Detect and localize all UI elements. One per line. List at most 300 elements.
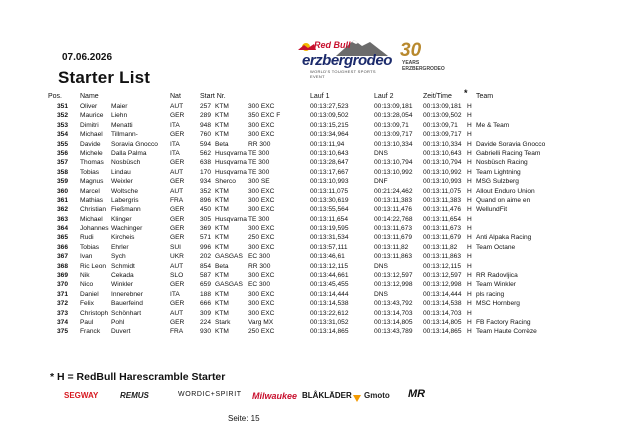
row-h: H xyxy=(467,290,472,298)
row-nat: AUT xyxy=(170,168,184,176)
row-first: Michele xyxy=(80,149,103,157)
row-nat: SLO xyxy=(170,272,184,280)
row-brand: KTM xyxy=(215,206,229,214)
row-first: Michael xyxy=(80,131,103,139)
row-l2: 00:13:10,334 xyxy=(374,140,413,148)
row-h: H xyxy=(467,318,472,326)
row-pos: 357 xyxy=(56,159,68,167)
table-row xyxy=(0,111,620,120)
row-brand: Beta xyxy=(215,262,229,270)
row-pos: 352 xyxy=(56,112,68,120)
starter-table xyxy=(0,102,620,337)
row-nr: 224 xyxy=(200,318,212,326)
row-last: Dalla Palma xyxy=(111,149,147,157)
row-zeit: 00:13:12,998 xyxy=(423,281,462,289)
row-model: 300 EXC xyxy=(248,243,275,251)
row-brand: KTM xyxy=(215,309,229,317)
row-pos: 356 xyxy=(56,149,68,157)
table-row xyxy=(0,102,620,111)
row-nr: 587 xyxy=(200,272,212,280)
row-h: H xyxy=(467,159,472,167)
row-nat: AUT xyxy=(170,187,184,195)
row-h: H xyxy=(467,149,472,157)
row-model: 300 SE xyxy=(248,178,270,186)
row-brand: KTM xyxy=(215,103,229,110)
row-zeit: 00:13:10,992 xyxy=(423,168,462,176)
row-h: H xyxy=(467,121,472,129)
row-first: Felix xyxy=(80,300,94,308)
sponsor-blaklader: BLÅKLÄDER xyxy=(302,391,352,400)
row-pos: 369 xyxy=(56,272,68,280)
table-row xyxy=(0,280,620,289)
row-nat: GER xyxy=(170,131,185,139)
row-h: H xyxy=(467,309,472,317)
row-zeit: 00:13:10,993 xyxy=(423,178,462,186)
row-nat: SUI xyxy=(170,243,181,251)
row-model: 300 EXC xyxy=(248,196,275,204)
row-model: RR 300 xyxy=(248,262,271,270)
row-l1: 00:13:14,865 xyxy=(310,328,349,336)
row-pos: 354 xyxy=(56,131,68,139)
table-row xyxy=(0,168,620,177)
col-header-team: Team xyxy=(476,93,494,100)
row-team: Quand on aime en xyxy=(476,196,531,204)
row-last: Kircheis xyxy=(111,234,135,242)
row-first: Oliver xyxy=(80,103,98,110)
row-model: 300 EXC xyxy=(248,187,275,195)
row-l1: 00:13:22,612 xyxy=(310,309,349,317)
row-first: Mathias xyxy=(80,196,104,204)
row-h: H xyxy=(467,140,472,148)
row-zeit: 00:13:11,673 xyxy=(423,225,462,233)
table-row xyxy=(0,224,620,233)
row-zeit: 00:13:11,075 xyxy=(423,187,462,195)
row-h: H xyxy=(467,234,472,242)
row-team: RR Radovljica xyxy=(476,272,518,280)
table-row xyxy=(0,215,620,224)
anniversary-number: 30 xyxy=(400,40,422,61)
page-number: Seite: 15 xyxy=(228,414,260,423)
row-team: WellundFit xyxy=(476,206,508,214)
row-brand: KTM xyxy=(215,234,229,242)
row-h: H xyxy=(467,206,472,214)
row-h: H xyxy=(467,187,472,195)
row-last: Klinger xyxy=(111,215,132,223)
row-l2: 00:13:11,863 xyxy=(374,253,413,261)
row-pos: 361 xyxy=(56,196,68,204)
row-brand: KTM xyxy=(215,196,229,204)
row-l2: 00:13:14,805 xyxy=(374,318,413,326)
row-l2: 00:13:11,476 xyxy=(374,206,413,214)
row-zeit: 00:13:14,865 xyxy=(423,328,462,336)
row-nr: 930 xyxy=(200,328,212,336)
row-l2: 00:13:09,717 xyxy=(374,131,413,139)
row-last: Duvert xyxy=(111,328,131,336)
row-brand: KTM xyxy=(215,300,229,308)
row-nr: 996 xyxy=(200,243,212,251)
sponsor-milwaukee: Milwaukee xyxy=(252,391,298,401)
row-l2: 00:13:12,998 xyxy=(374,281,413,289)
sponsor-gmoto: Gmoto xyxy=(364,391,390,400)
row-nat: GER xyxy=(170,234,185,242)
row-model: RR 300 xyxy=(248,140,271,148)
row-l2: 00:13:14,703 xyxy=(374,309,413,317)
row-first: Magnus xyxy=(80,178,104,186)
row-l2: DNF xyxy=(374,178,388,186)
row-model: EC 300 xyxy=(248,281,270,289)
row-nr: 594 xyxy=(200,140,212,148)
row-l1: 00:13:14,538 xyxy=(310,300,349,308)
table-row xyxy=(0,187,620,196)
row-h: H xyxy=(467,253,472,261)
row-nr: 170 xyxy=(200,168,212,176)
row-pos: 375 xyxy=(56,328,68,336)
row-model: TE 300 xyxy=(248,215,270,223)
row-l2: 00:13:09,181 xyxy=(374,103,413,110)
row-h: H xyxy=(467,112,472,120)
row-zeit: 00:13:09,181 xyxy=(423,103,462,110)
row-first: Nik xyxy=(80,272,90,280)
row-pos: 351 xyxy=(56,103,68,110)
row-last: Tillmann- xyxy=(111,131,138,139)
row-first: Dimitri xyxy=(80,121,99,129)
row-zeit: 00:13:10,334 xyxy=(423,140,462,148)
row-pos: 353 xyxy=(56,121,68,129)
anniversary-logo xyxy=(398,40,445,78)
row-zeit: 00:13:14,805 xyxy=(423,318,462,326)
table-row xyxy=(0,121,620,130)
row-last: Cekada xyxy=(111,272,134,280)
row-h: H xyxy=(467,215,472,223)
row-l2: 00:13:11,82 xyxy=(374,243,409,251)
row-l2: DNS xyxy=(374,262,388,270)
row-team: MSC Hornberg xyxy=(476,300,520,308)
table-row xyxy=(0,271,620,280)
row-pos: 370 xyxy=(56,281,68,289)
row-nat: UKR xyxy=(170,253,184,261)
row-team: Allout Enduro Union xyxy=(476,187,535,195)
row-l1: 00:13:30,619 xyxy=(310,196,349,204)
sponsor-bar xyxy=(0,388,620,408)
row-brand: KTM xyxy=(215,187,229,195)
row-l2: 00:21:24,462 xyxy=(374,187,413,195)
row-first: Paul xyxy=(80,318,94,326)
row-pos: 355 xyxy=(56,140,68,148)
row-zeit: 00:13:11,383 xyxy=(423,196,462,204)
table-row xyxy=(0,205,620,214)
row-last: Pohl xyxy=(111,318,125,326)
row-h: H xyxy=(467,103,472,110)
row-l2: 00:13:10,794 xyxy=(374,159,413,167)
row-nat: AUT xyxy=(170,309,184,317)
row-first: Christian xyxy=(80,206,107,214)
table-row xyxy=(0,252,620,261)
row-nr: 948 xyxy=(200,121,212,129)
row-brand: KTM xyxy=(215,121,229,129)
row-nat: ITA xyxy=(170,140,180,148)
row-nat: GER xyxy=(170,112,185,120)
row-model: 300 EXC xyxy=(248,309,275,317)
row-team: pls racing xyxy=(476,290,505,298)
col-header-star: * xyxy=(464,88,468,98)
row-zeit: 00:13:10,643 xyxy=(423,149,462,157)
row-last: Fießmann xyxy=(111,206,141,214)
col-header-pos: Pos. xyxy=(48,93,63,100)
col-header-name: Name xyxy=(80,93,99,100)
row-l2: 00:13:12,597 xyxy=(374,272,413,280)
row-h: H xyxy=(467,178,472,186)
row-l1: 00:13:11,654 xyxy=(310,215,349,223)
row-team: MSG Sulzberg xyxy=(476,178,519,186)
row-nat: GER xyxy=(170,206,185,214)
row-model: 250 EXC xyxy=(248,328,275,336)
row-nr: 450 xyxy=(200,206,212,214)
row-h: H xyxy=(467,300,472,308)
col-header-zeit: Zeit/Time xyxy=(423,93,452,100)
row-zeit: 00:13:11,476 xyxy=(423,206,462,214)
row-first: Thomas xyxy=(80,159,104,167)
row-model: Varg MX xyxy=(248,318,274,326)
erzbergrodeo-wordmark: erzbergrodeo xyxy=(302,52,392,69)
row-team: Team Haute Corrèze xyxy=(476,328,537,336)
row-last: Winkler xyxy=(111,281,133,289)
row-l1: 00:13:31,052 xyxy=(310,318,349,326)
row-brand: Sherco xyxy=(215,178,236,186)
row-model: TE 300 xyxy=(248,159,270,167)
row-l2: 00:13:43,792 xyxy=(374,300,413,308)
row-nr: 305 xyxy=(200,215,212,223)
row-team: Team Octane xyxy=(476,243,516,251)
row-h: H xyxy=(467,196,472,204)
row-zeit: 00:13:09,502 xyxy=(423,112,462,120)
row-zeit: 00:13:11,863 xyxy=(423,253,462,261)
row-brand: KTM xyxy=(215,290,229,298)
row-last: Weixler xyxy=(111,178,133,186)
row-first: Johannes xyxy=(80,225,109,233)
row-nat: FRA xyxy=(170,196,184,204)
row-model: 300 EXC xyxy=(248,103,275,110)
row-l1: 00:13:17,667 xyxy=(310,168,349,176)
row-team: Anti Alpaka Racing xyxy=(476,234,532,242)
row-zeit: 00:13:09,71 xyxy=(423,121,458,129)
row-zeit: 00:13:14,444 xyxy=(423,290,462,298)
row-brand: Husqvarna xyxy=(215,168,247,176)
row-brand: KTM xyxy=(215,131,229,139)
row-nr: 638 xyxy=(200,159,212,167)
row-pos: 374 xyxy=(56,318,68,326)
row-first: Christoph xyxy=(80,309,109,317)
row-pos: 367 xyxy=(56,253,68,261)
row-team: FB Factory Racing xyxy=(476,318,531,326)
row-model: TE 300 xyxy=(248,149,270,157)
row-pos: 363 xyxy=(56,215,68,223)
row-nat: AUT xyxy=(170,103,184,110)
col-header-lauf2: Lauf 2 xyxy=(374,93,394,100)
row-brand: Beta xyxy=(215,140,229,148)
row-nat: AUT xyxy=(170,262,184,270)
row-nr: 257 xyxy=(200,103,212,110)
row-nat: ITA xyxy=(170,121,180,129)
row-h: H xyxy=(467,225,472,233)
row-nr: 188 xyxy=(200,290,212,298)
sponsor-nordic-spirit: WORDIC+SPIRIT xyxy=(178,391,242,398)
gmoto-icon xyxy=(352,393,362,403)
table-row xyxy=(0,177,620,186)
row-model: 300 EXC xyxy=(248,290,275,298)
row-last: Innerebner xyxy=(111,290,143,298)
row-l1: 00:13:09,502 xyxy=(310,112,349,120)
row-zeit: 00:13:09,717 xyxy=(423,131,462,139)
row-last: Bauerfeind xyxy=(111,300,143,308)
row-last: Maier xyxy=(111,103,128,110)
row-model: EC 300 xyxy=(248,253,270,261)
row-pos: 372 xyxy=(56,300,68,308)
row-nr: 202 xyxy=(200,253,212,261)
table-row xyxy=(0,262,620,271)
row-nat: ITA xyxy=(170,290,180,298)
sponsor-remus: REMUS xyxy=(120,391,149,400)
row-brand: KTM xyxy=(215,225,229,233)
row-first: Maurice xyxy=(80,112,104,120)
row-brand: KTM xyxy=(215,328,229,336)
col-header-lauf1: Lauf 1 xyxy=(310,93,330,100)
row-h: H xyxy=(467,281,472,289)
row-l1: 00:13:10,643 xyxy=(310,149,349,157)
row-pos: 373 xyxy=(56,309,68,317)
row-pos: 371 xyxy=(56,290,68,298)
row-team: Team Lightning xyxy=(476,168,521,176)
row-nr: 896 xyxy=(200,196,212,204)
row-team: Me & Team xyxy=(476,121,510,129)
row-model: 300 EXC xyxy=(248,225,275,233)
row-first: Tobias xyxy=(80,168,100,176)
row-pos: 365 xyxy=(56,234,68,242)
table-row xyxy=(0,243,620,252)
row-first: Rudi xyxy=(80,234,94,242)
row-l1: 00:13:11,94 xyxy=(310,140,345,148)
row-pos: 368 xyxy=(56,262,68,270)
row-h: H xyxy=(467,168,472,176)
row-zeit: 00:13:12,597 xyxy=(423,272,462,280)
row-nr: 571 xyxy=(200,234,212,242)
row-first: Ric Leon xyxy=(80,262,107,270)
row-nat: GER xyxy=(170,300,185,308)
row-h: H xyxy=(467,243,472,251)
anniversary-years: YEARS xyxy=(402,60,420,66)
row-nat: GER xyxy=(170,178,185,186)
row-nr: 659 xyxy=(200,281,212,289)
row-brand: Stark xyxy=(215,318,231,326)
row-nr: 760 xyxy=(200,131,212,139)
row-model: 300 EXC xyxy=(248,121,275,129)
row-l1: 00:13:55,564 xyxy=(310,206,349,214)
row-last: Ehrler xyxy=(111,243,129,251)
row-l1: 00:13:28,647 xyxy=(310,159,349,167)
row-first: Franck xyxy=(80,328,101,336)
table-row xyxy=(0,299,620,308)
row-l1: 00:13:44,661 xyxy=(310,272,349,280)
row-pos: 366 xyxy=(56,243,68,251)
sponsor-segway: SEGWAY xyxy=(64,391,99,400)
row-first: Marcel xyxy=(80,187,100,195)
row-l2: 00:13:11,679 xyxy=(374,234,413,242)
row-first: Daniel xyxy=(80,290,99,298)
row-nr: 369 xyxy=(200,225,212,233)
row-brand: KTM xyxy=(215,112,229,120)
row-l1: 00:13:57,111 xyxy=(310,243,348,251)
date: 07.06.2026 xyxy=(62,52,113,63)
row-zeit: 00:13:11,82 xyxy=(423,243,458,251)
row-l1: 00:13:15,215 xyxy=(310,121,349,129)
row-last: Sych xyxy=(111,253,126,261)
row-first: Michael xyxy=(80,215,103,223)
row-team: Gabrielli Racing Team xyxy=(476,149,541,157)
row-last: Labergris xyxy=(111,196,139,204)
row-brand: KTM xyxy=(215,243,229,251)
row-l2: 00:13:28,054 xyxy=(374,112,413,120)
row-zeit: 00:13:11,654 xyxy=(423,215,462,223)
row-nat: ITA xyxy=(170,149,180,157)
row-last: Schönhart xyxy=(111,309,142,317)
row-team: Nosbüsch Racing xyxy=(476,159,528,167)
row-nat: GER xyxy=(170,225,185,233)
row-team: Team Winkler xyxy=(476,281,516,289)
row-first: Ivan xyxy=(80,253,93,261)
row-zeit: 00:13:12,115 xyxy=(423,262,462,270)
redbull-wordmark: Red Bull xyxy=(314,40,351,50)
row-last: Schmidt xyxy=(111,262,135,270)
row-l2: 00:13:11,383 xyxy=(374,196,413,204)
table-row xyxy=(0,196,620,205)
row-l1: 00:13:31,534 xyxy=(310,234,349,242)
row-zeit: 00:13:14,538 xyxy=(423,300,462,308)
row-last: Liehn xyxy=(111,112,128,120)
row-nr: 934 xyxy=(200,178,212,186)
row-h: H xyxy=(467,262,472,270)
row-h: H xyxy=(467,272,472,280)
row-nat: GER xyxy=(170,318,185,326)
table-row xyxy=(0,318,620,327)
page-title: Starter List xyxy=(58,68,151,87)
sponsor-mr: MR xyxy=(408,388,426,400)
table-row xyxy=(0,149,620,158)
col-header-nat: Nat xyxy=(170,93,181,100)
row-team: Davide Soravia Gnocco xyxy=(476,140,546,148)
row-brand: Husqvarna xyxy=(215,149,247,157)
anniversary-event: ERZBERGRODEO xyxy=(402,66,445,72)
row-last: Wachinger xyxy=(111,225,143,233)
row-l2: DNS xyxy=(374,149,388,157)
erzbergrodeo-logo xyxy=(296,38,392,78)
row-l1: 00:13:46,61 xyxy=(310,253,345,261)
row-nr: 289 xyxy=(200,112,212,120)
row-nr: 309 xyxy=(200,309,212,317)
row-brand: GASGAS xyxy=(215,281,243,289)
row-model: 250 EXC xyxy=(248,234,275,242)
row-model: 300 EXC xyxy=(248,131,275,139)
row-brand: Husqvarna xyxy=(215,215,247,223)
row-l1: 00:13:19,595 xyxy=(310,225,349,233)
row-last: Soravia Gnocco xyxy=(111,140,158,148)
row-pos: 359 xyxy=(56,178,68,186)
table-row xyxy=(0,158,620,167)
row-model: 350 EXC F xyxy=(248,112,281,120)
row-brand: Husqvarna xyxy=(215,159,247,167)
row-l2: DNS xyxy=(374,290,388,298)
row-nat: FRA xyxy=(170,328,184,336)
row-first: Davide xyxy=(80,140,101,148)
row-last: Nosbüsch xyxy=(111,159,141,167)
